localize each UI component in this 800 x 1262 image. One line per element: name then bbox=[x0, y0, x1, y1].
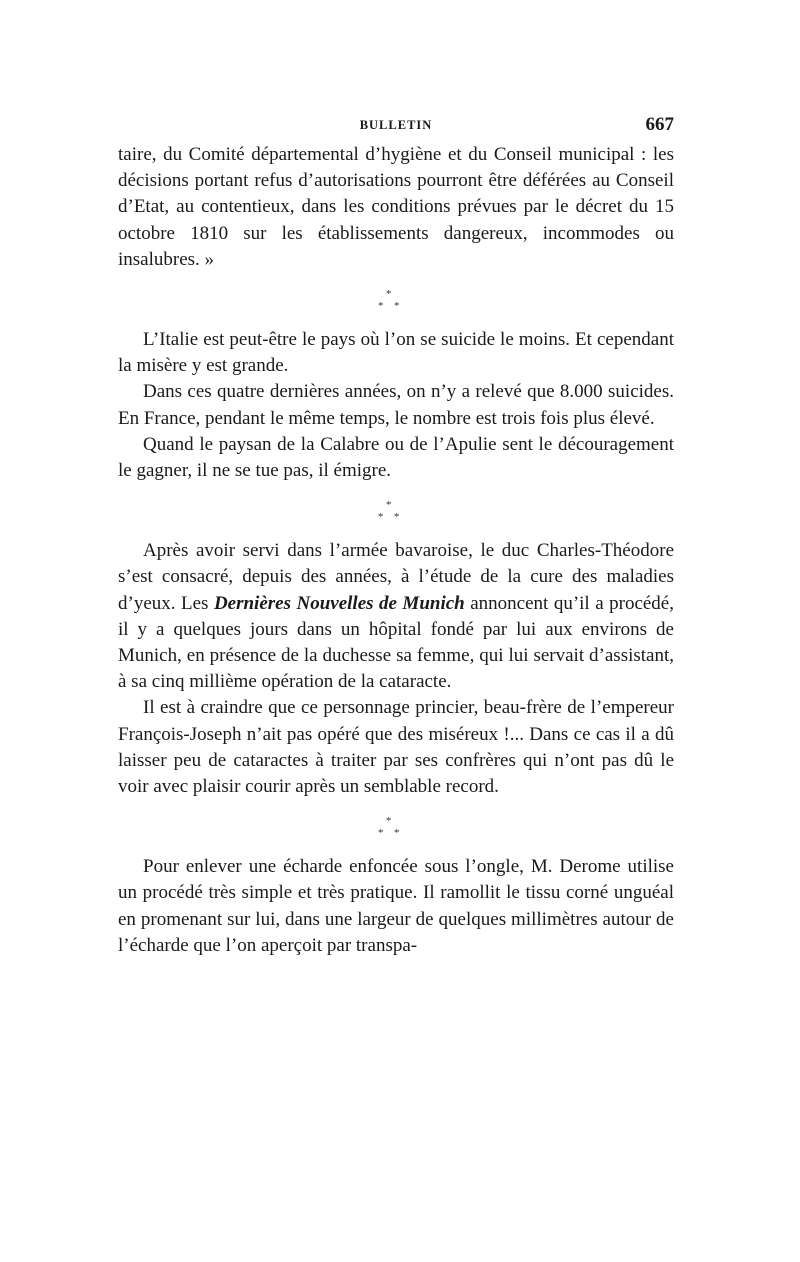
asterism-separator bbox=[118, 484, 674, 538]
asterism-separator bbox=[118, 800, 674, 854]
paragraph-splinter-removal: Pour enlever une écharde enfoncée sous l’ongle, M. Derome utilise un procédé très simple et très pratique. Il ramollit le tissu corné unguéal en promenant sur lui, dans une largeur de quelques millimètres autour de l’écharde que l’on aperçoit par transpa- bbox=[118, 856, 674, 956]
asterism-star-right: * bbox=[394, 511, 400, 524]
asterism-separator bbox=[118, 273, 674, 327]
paragraph-princely-surgeon: Il est à craindre que ce personnage princier, beau-frère de l’empereur François-Joseph n’ait pas opéré que des miséreux !... Dans ce cas il a dû laisser peu de cataractes à traiter par ses confrères qui n’ont pas dû le voir avec plaisir courir après un semblable record. bbox=[118, 697, 674, 798]
page-number: 667 bbox=[645, 114, 674, 135]
document-page bbox=[118, 108, 674, 959]
paragraph-italy-suicide: L’Italie est peut-être le pays où l’on se suicide le moins. Et cependant la misère y est grande. bbox=[118, 329, 674, 377]
paragraph-emigration: Quand le paysan de la Calabre ou de l’Apulie sent le découragement le gagner, il ne se tue pas, il émigre. bbox=[118, 433, 674, 482]
asterism-star-top: * bbox=[386, 499, 392, 512]
running-title: BULLETIN bbox=[359, 118, 433, 132]
paragraph-duke-cataract bbox=[118, 538, 674, 695]
newspaper-title: Dernières Nouvelles de Munich bbox=[213, 592, 465, 614]
asterism-star-left: * bbox=[378, 827, 384, 840]
running-header bbox=[118, 108, 674, 142]
paragraph-suicide-statistics: Dans ces quatre dernières années, on n’y a relevé que 8.000 suicides. En France, pendant le même temps, le nombre est trois fois plus élevé. bbox=[118, 381, 674, 429]
asterism-star-right: * bbox=[394, 300, 400, 313]
asterism-star-left: * bbox=[378, 511, 384, 524]
paragraph-continuation: taire, du Comité départemental d’hygiène et du Conseil municipal : les décisions portant refus d’autorisations pourront être déférées au Conseil d’Etat, au contentieux, dans les conditions prévues par le décret du 15 octobre 1810 sur les établissements dangereux, incommodes ou insalubres. » bbox=[118, 144, 674, 270]
asterism-star-right: * bbox=[394, 827, 400, 840]
asterism-star-top: * bbox=[386, 815, 392, 828]
paragraph-text-before: Après avoir servi dans l’armée bavaroise, le duc Charles-Théodore s’est consacré, depuis des années, à l’étude de la cure des maladies d’yeux. Les bbox=[118, 540, 674, 614]
paragraph-text-after: annoncent qu’il a procédé, il y a quelques jours dans un hôpital fondé par lui aux environs de Munich, en présence de la duchesse sa femme, qui lui servait d’assistant, à sa cinq millième opération de la cataracte. bbox=[118, 592, 674, 693]
asterism-star-top: * bbox=[386, 288, 392, 301]
asterism-star-left: * bbox=[378, 300, 384, 313]
